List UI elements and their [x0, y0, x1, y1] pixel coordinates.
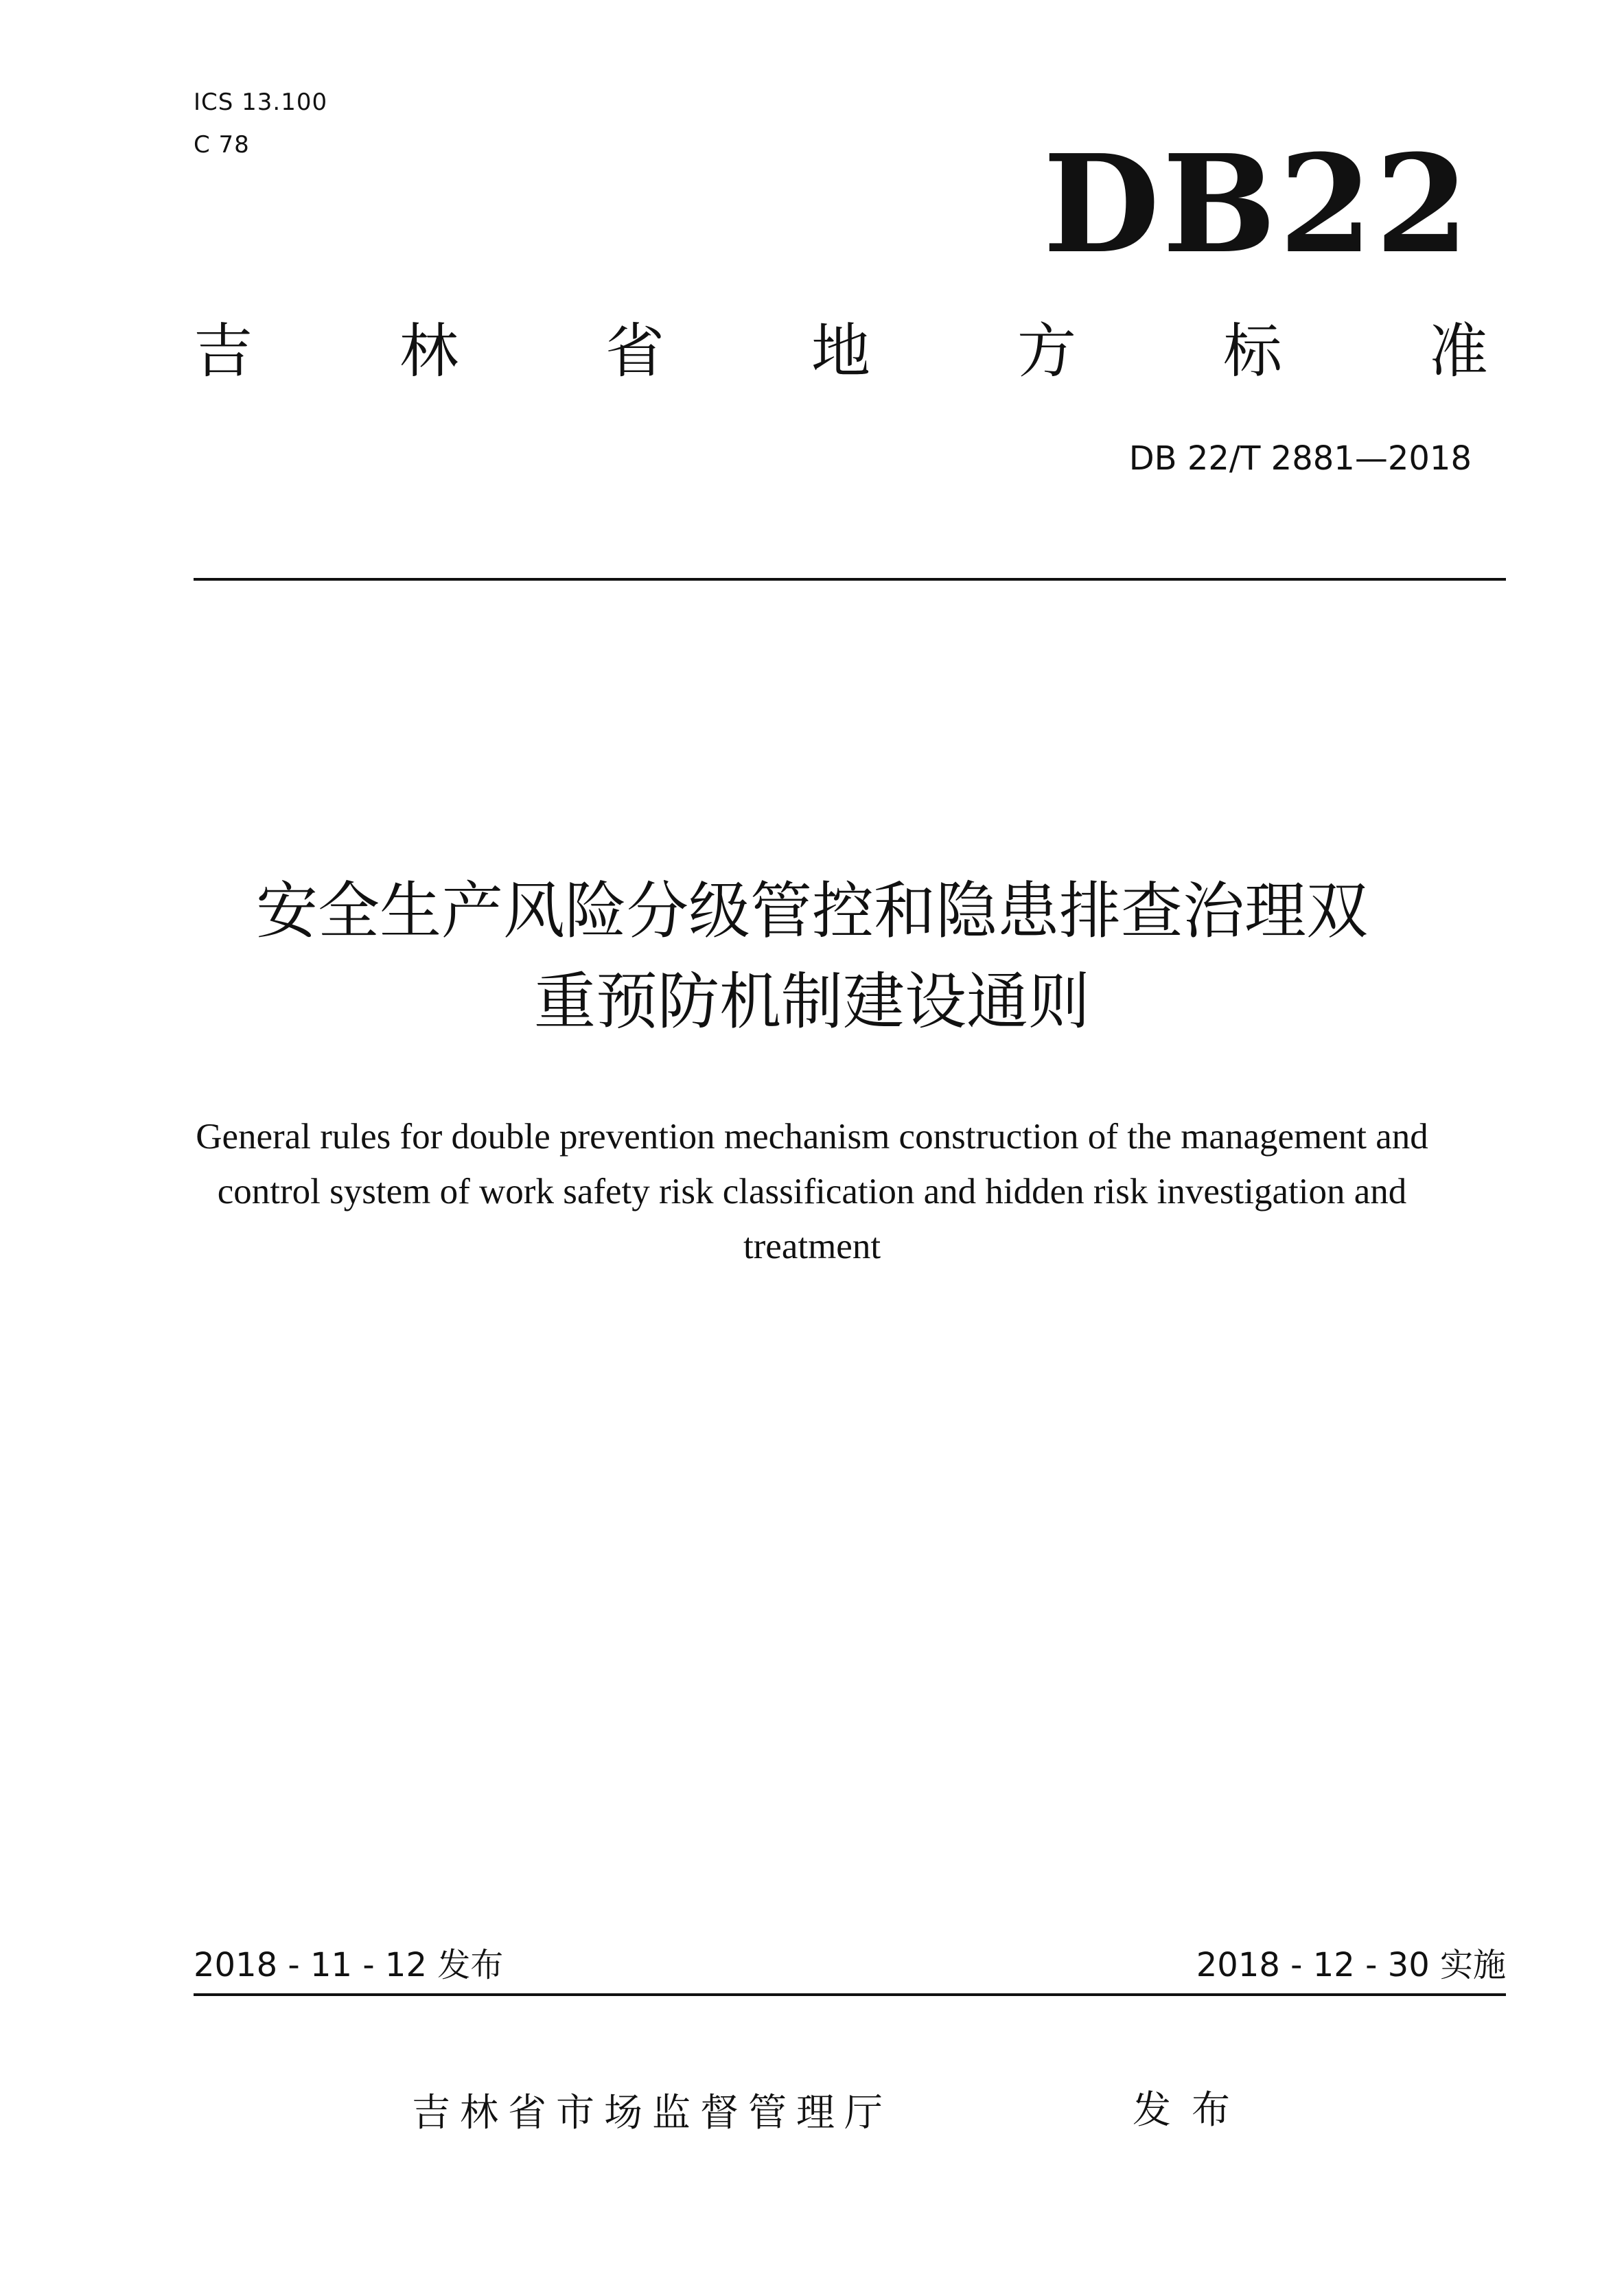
standard-type-heading — [194, 317, 1488, 386]
standard-type-char: 吉 — [194, 317, 253, 386]
standard-code-mark: DB22 — [1043, 126, 1472, 283]
title-chinese-line: 安全生产风险分级管控和隐患排查治理双 — [256, 875, 1368, 947]
title-english-line: control system of work safety risk classification and hidden risk investigation and — [217, 1172, 1407, 1211]
standard-type-char: 林 — [399, 317, 459, 386]
classification-codes — [194, 81, 327, 166]
implementation-date: 2018 - 12 - 30 实施 — [1196, 1946, 1506, 1984]
issuing-organization: 吉林省市场监督管理厅 — [412, 2091, 892, 2135]
title-chinese-line: 重预防机制建设通则 — [534, 966, 1090, 1038]
title-english-line: General rules for double prevention mechanism construction of the management and — [196, 1117, 1428, 1157]
release-date: 2018 - 11 - 12 发布 — [194, 1946, 504, 1984]
title-chinese — [137, 866, 1487, 1047]
standard-type-char: 方 — [1017, 317, 1076, 386]
ccs-code: C 78 — [194, 131, 250, 159]
standard-type-char: 地 — [811, 317, 870, 386]
top-divider — [194, 578, 1506, 581]
title-english — [137, 1109, 1487, 1274]
issue-label: 发布 — [1133, 2088, 1251, 2133]
standard-type-char: 省 — [605, 317, 664, 386]
ics-code: ICS 13.100 — [194, 89, 328, 116]
bottom-divider — [194, 1993, 1506, 1996]
standard-type-char: 标 — [1223, 317, 1282, 386]
standard-number: DB 22/T 2881—2018 — [1128, 439, 1472, 478]
standard-type-char: 准 — [1429, 317, 1488, 386]
title-english-line: treatment — [743, 1227, 881, 1266]
date-row — [194, 1945, 1506, 1986]
